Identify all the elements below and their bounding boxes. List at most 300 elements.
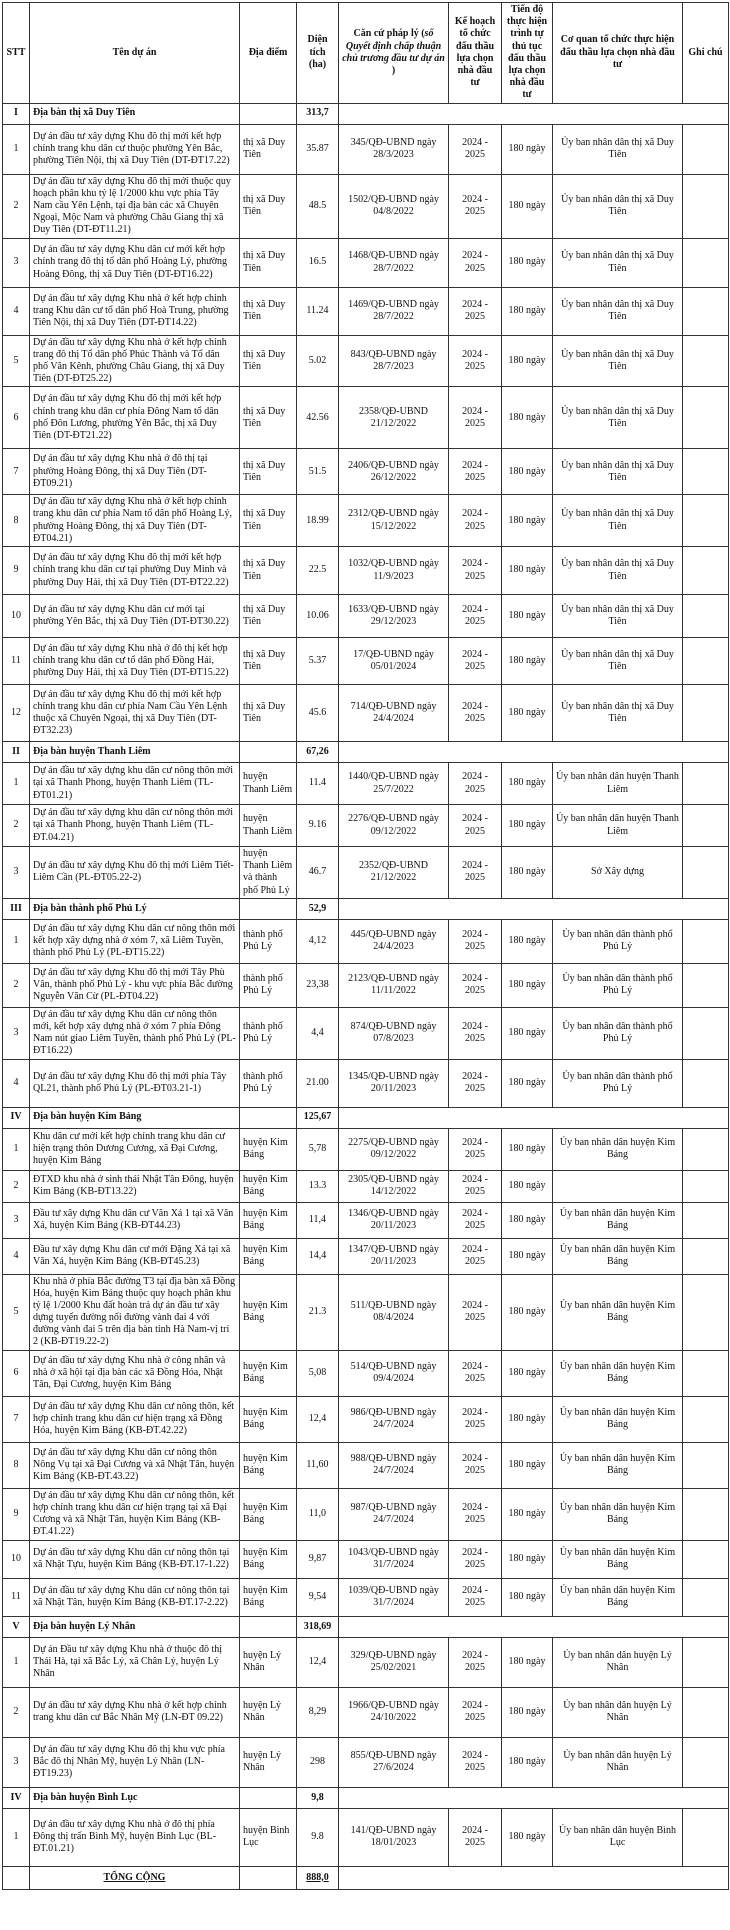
row-project-name: Dự án Đầu tư xây dựng Khu nhà ở thuộc đô thị Thái Hà, tại xã Bắc Lý, xã Chân Lý, huyện Lý Nhân — [30, 1637, 240, 1687]
row-stt: 10 — [3, 1540, 30, 1578]
row-note — [683, 1128, 729, 1170]
row-legal-basis: 843/QĐ-UBND ngày 28/7/2023 — [339, 335, 449, 387]
row-location: thị xã Duy Tiên — [240, 335, 297, 387]
row-legal-basis: 2406/QĐ-UBND ngày 26/12/2022 — [339, 449, 449, 495]
row-progress: 180 ngày — [502, 174, 553, 238]
row-agency: Ủy ban nhân dân thị xã Duy Tiên — [553, 335, 683, 387]
row-progress: 180 ngày — [502, 1578, 553, 1616]
row-area: 18.99 — [297, 495, 339, 547]
row-stt: 11 — [3, 638, 30, 685]
row-note — [683, 1238, 729, 1274]
row-area: 9,54 — [297, 1578, 339, 1616]
row-note — [683, 1687, 729, 1737]
row-plan: 2024 - 2025 — [449, 1442, 502, 1488]
row-note — [683, 238, 729, 287]
row-project-name: Dự án đầu tư xây dựng Khu nhà ở kết hợp chỉnh trang khu dân cư Bắc Nhân Mỹ (LN-ĐT 09.22) — [30, 1687, 240, 1737]
row-agency: Ủy ban nhân dân huyện Lý Nhân — [553, 1637, 683, 1687]
row-location: huyện Lý Nhân — [240, 1737, 297, 1787]
row-area: 21.3 — [297, 1274, 339, 1350]
row-note — [683, 963, 729, 1007]
row-area: 8,29 — [297, 1687, 339, 1737]
row-stt: 1 — [3, 919, 30, 963]
row-area: 16.5 — [297, 238, 339, 287]
row-project-name: Khu dân cư mới kết hợp chỉnh trang khu dân cư hiện trạng thôn Dương Cương, xã Đại Cương, huyện Kim Bảng — [30, 1128, 240, 1170]
row-project-name: Dự án đầu tư xây dựng Khu nhà ở kết hợp chỉnh trang khu dân cư phía Nam tổ dân phố Hoàng Lý, phường Hoàng Đông, thị xã Duy Tiên (DT-ĐT04.21) — [30, 495, 240, 547]
row-legal-basis: 1966/QĐ-UBND ngày 24/10/2022 — [339, 1687, 449, 1737]
section-empty-cell — [240, 103, 297, 124]
row-plan: 2024 - 2025 — [449, 449, 502, 495]
row-location: thành phố Phủ Lý — [240, 919, 297, 963]
row-progress: 180 ngày — [502, 387, 553, 449]
row-location: huyện Kim Bảng — [240, 1202, 297, 1238]
row-note — [683, 547, 729, 595]
row-agency: Sở Xây dựng — [553, 847, 683, 899]
row-area: 45.6 — [297, 685, 339, 742]
row-area: 11.24 — [297, 287, 339, 335]
row-plan: 2024 - 2025 — [449, 238, 502, 287]
row-plan: 2024 - 2025 — [449, 1808, 502, 1866]
row-note — [683, 1737, 729, 1787]
row-legal-basis: 141/QĐ-UBND ngày 18/01/2023 — [339, 1808, 449, 1866]
row-legal-basis: 1043/QĐ-UBND ngày 31/7/2024 — [339, 1540, 449, 1578]
row-stt: 1 — [3, 124, 30, 174]
section-number: V — [3, 1616, 30, 1637]
row-stt: 10 — [3, 595, 30, 638]
row-project-name: Dự án đầu tư xây dựng Khu nhà ở đô thị phía Đông thị trấn Bình Mỹ, huyện Bình Lục (BL-ĐT.01.21) — [30, 1808, 240, 1866]
row-progress: 180 ngày — [502, 1238, 553, 1274]
row-agency: Ủy ban nhân dân huyện Lý Nhân — [553, 1687, 683, 1737]
row-plan: 2024 - 2025 — [449, 685, 502, 742]
row-stt: 2 — [3, 174, 30, 238]
section-row — [3, 1616, 729, 1637]
row-area: 10.06 — [297, 595, 339, 638]
row-project-name: Dự án đầu tư xây dựng Khu nhà ở kết hợp chỉnh trang đô thị Tổ dân phố Phúc Thành và Tổ dân phố Văn Kênh, phường Châu Giang, thị xã Duy Tiên (DT-ĐT25.22) — [30, 335, 240, 387]
row-legal-basis: 1440/QĐ-UBND ngày 25/7/2022 — [339, 763, 449, 805]
table-row — [3, 1350, 729, 1396]
table-row — [3, 1687, 729, 1737]
row-stt: 8 — [3, 1442, 30, 1488]
row-note — [683, 124, 729, 174]
row-area: 298 — [297, 1737, 339, 1787]
row-stt: 2 — [3, 805, 30, 847]
row-stt: 6 — [3, 387, 30, 449]
row-stt: 3 — [3, 1202, 30, 1238]
row-stt: 4 — [3, 1059, 30, 1107]
section-empty-cell — [339, 898, 729, 919]
row-note — [683, 1578, 729, 1616]
row-project-name: ĐTXD khu nhà ở sinh thái Nhật Tân Đông, huyện Kim Bảng (KB-ĐT13.22) — [30, 1170, 240, 1202]
section-empty-cell — [339, 1787, 729, 1808]
row-note — [683, 335, 729, 387]
row-legal-basis: 1469/QĐ-UBND ngày 28/7/2022 — [339, 287, 449, 335]
row-area: 9.16 — [297, 805, 339, 847]
row-legal-basis: 1345/QĐ-UBND ngày 20/11/2023 — [339, 1059, 449, 1107]
row-agency: Ủy ban nhân dân thành phố Phủ Lý — [553, 1059, 683, 1107]
row-area: 48.5 — [297, 174, 339, 238]
header-note: Ghi chú — [683, 3, 729, 104]
row-note — [683, 595, 729, 638]
row-note — [683, 1540, 729, 1578]
row-project-name: Dự án đầu tư xây dựng Khu nhà ở đô thị kết hợp chỉnh trang khu dân cư tổ dân phố Đồng Hải, phường Duy Hải, thị xã Duy Tiên (DT-ĐT15.22) — [30, 638, 240, 685]
section-title: Địa bàn huyện Thanh Liêm — [30, 742, 240, 763]
section-area: 125,67 — [297, 1107, 339, 1128]
row-agency: Ủy ban nhân dân huyện Kim Bảng — [553, 1202, 683, 1238]
section-area: 52,9 — [297, 898, 339, 919]
row-plan: 2024 - 2025 — [449, 847, 502, 899]
row-location: huyện Kim Bảng — [240, 1396, 297, 1442]
row-location: huyện Kim Bảng — [240, 1128, 297, 1170]
row-legal-basis: 2123/QĐ-UBND ngày 11/11/2022 — [339, 963, 449, 1007]
row-legal-basis: 2276/QĐ-UBND ngày 09/12/2022 — [339, 805, 449, 847]
row-note — [683, 1442, 729, 1488]
row-note — [683, 1396, 729, 1442]
row-agency: Ủy ban nhân dân huyện Kim Bảng — [553, 1350, 683, 1396]
row-agency: Ủy ban nhân dân thị xã Duy Tiên — [553, 638, 683, 685]
table-row — [3, 1202, 729, 1238]
header-progress: Tiến độ thực hiện trình tự thủ tục đấu thầu lựa chọn nhà đầu tư — [502, 3, 553, 104]
total-empty-cell — [339, 1866, 729, 1889]
row-project-name: Dự án đầu tư xây dựng Khu dân cư nông thôn mới kết hợp xây dựng nhà ở xóm 7, xã Liêm Tuyền, thành phố Phủ Lý (PL-ĐT15.22) — [30, 919, 240, 963]
row-progress: 180 ngày — [502, 1274, 553, 1350]
section-empty-cell — [339, 103, 729, 124]
table-row — [3, 638, 729, 685]
row-agency: Ủy ban nhân dân huyện Kim Bảng — [553, 1238, 683, 1274]
table-row — [3, 1170, 729, 1202]
row-agency: Ủy ban nhân dân huyện Lý Nhân — [553, 1737, 683, 1787]
row-note — [683, 495, 729, 547]
row-plan: 2024 - 2025 — [449, 1687, 502, 1737]
header-project-name: Tên dự án — [30, 3, 240, 104]
row-project-name: Khu nhà ở phía Bắc đường T3 tại địa bàn xã Đồng Hóa, huyện Kim Bảng thuộc quy hoạch phân khu tỷ lệ 1/2000 Khu đất hoàn trả dự án đầu tư xây dựng tuyến đường nối đường vành đai 4 với đường vành đai 5 trên địa bàn tỉnh Hà Nam-vị trí 2 (KB-ĐT19.22-2) — [30, 1274, 240, 1350]
section-number: III — [3, 898, 30, 919]
table-row — [3, 449, 729, 495]
row-agency: Ủy ban nhân dân thành phố Phủ Lý — [553, 1007, 683, 1059]
row-location: huyện Kim Bảng — [240, 1540, 297, 1578]
row-project-name: Dự án đầu tư xây dựng Khu đô thị mới kết hợp chỉnh trang khu dân cư tại phường Duy Minh và phường Duy Hải, thị xã Duy Tiên (DT-ĐT22.22) — [30, 547, 240, 595]
table-row — [3, 1396, 729, 1442]
row-plan: 2024 - 2025 — [449, 1396, 502, 1442]
row-legal-basis: 988/QĐ-UBND ngày 24/7/2024 — [339, 1442, 449, 1488]
row-project-name: Dự án đầu tư xây dựng Khu dân cư nông thôn mới, kết hợp xây dựng nhà ở xóm 7 phía Đông Nam nút giao Liêm Tuyền, thành phố Phủ Lý (PL-ĐT16.22) — [30, 1007, 240, 1059]
row-agency: Ủy ban nhân dân huyện Thanh Liêm — [553, 805, 683, 847]
total-row — [3, 1866, 729, 1889]
table-row — [3, 495, 729, 547]
row-area: 9.8 — [297, 1808, 339, 1866]
row-progress: 180 ngày — [502, 847, 553, 899]
row-progress: 180 ngày — [502, 1396, 553, 1442]
row-plan: 2024 - 2025 — [449, 1578, 502, 1616]
row-location: thị xã Duy Tiên — [240, 595, 297, 638]
row-legal-basis: 986/QĐ-UBND ngày 24/7/2024 — [339, 1396, 449, 1442]
section-empty-cell — [240, 1787, 297, 1808]
table-row — [3, 1737, 729, 1787]
row-location: thành phố Phủ Lý — [240, 963, 297, 1007]
row-area: 11.4 — [297, 763, 339, 805]
section-empty-cell — [339, 1107, 729, 1128]
row-legal-basis: 855/QĐ-UBND ngày 27/6/2024 — [339, 1737, 449, 1787]
row-progress: 180 ngày — [502, 1808, 553, 1866]
row-note — [683, 763, 729, 805]
row-stt: 6 — [3, 1350, 30, 1396]
row-note — [683, 387, 729, 449]
header-stt: STT — [3, 3, 30, 104]
row-stt: 3 — [3, 1007, 30, 1059]
row-legal-basis: 1347/QĐ-UBND ngày 20/11/2023 — [339, 1238, 449, 1274]
row-plan: 2024 - 2025 — [449, 763, 502, 805]
table-row — [3, 387, 729, 449]
row-location: thị xã Duy Tiên — [240, 238, 297, 287]
row-location: huyện Lý Nhân — [240, 1637, 297, 1687]
row-stt: 7 — [3, 1396, 30, 1442]
row-plan: 2024 - 2025 — [449, 1488, 502, 1540]
row-progress: 180 ngày — [502, 595, 553, 638]
table-row — [3, 174, 729, 238]
section-empty-cell — [240, 898, 297, 919]
row-legal-basis: 2358/QĐ-UBND 21/12/2022 — [339, 387, 449, 449]
row-plan: 2024 - 2025 — [449, 1238, 502, 1274]
table-row — [3, 1238, 729, 1274]
row-stt: 4 — [3, 1238, 30, 1274]
row-progress: 180 ngày — [502, 638, 553, 685]
section-empty-cell — [339, 1616, 729, 1637]
row-progress: 180 ngày — [502, 805, 553, 847]
row-plan: 2024 - 2025 — [449, 495, 502, 547]
row-stt: 8 — [3, 495, 30, 547]
row-stt: 1 — [3, 763, 30, 805]
row-project-name: Dự án đầu tư xây dựng Khu dân cư nông thôn, kết hợp chỉnh trang khu dân cư hiện trạng tại xã Đại Cương và xã Nhật Tân, huyện Kim Bảng (KB-ĐT.41.22) — [30, 1488, 240, 1540]
row-note — [683, 805, 729, 847]
row-project-name: Dự án đầu tư xây dựng Khu đô thị mới kết hợp chỉnh trang khu dân cư thuộc phường Yên Bắc, phường Tiên Nội, thị xã Duy Tiên (DT-ĐT17.22) — [30, 124, 240, 174]
row-project-name: Dự án đầu tư xây dựng Khu nhà ở công nhân và nhà ở xã hội tại địa bàn các xã Đồng Hóa, Nhật Tân, Đại Cương, huyện Kim Bảng — [30, 1350, 240, 1396]
row-note — [683, 1488, 729, 1540]
row-agency: Ủy ban nhân dân thị xã Duy Tiên — [553, 547, 683, 595]
row-location: thị xã Duy Tiên — [240, 387, 297, 449]
row-project-name: Dự án đầu tư xây dựng Khu dân cư mới kết hợp chỉnh trang đô thị tổ dân phố Hoàng Lý, phường Hoàng Đông, thị xã Duy Tiên (DT-ĐT16.22) — [30, 238, 240, 287]
row-progress: 180 ngày — [502, 547, 553, 595]
row-note — [683, 1350, 729, 1396]
row-legal-basis: 874/QĐ-UBND ngày 07/8/2023 — [339, 1007, 449, 1059]
section-title: Địa bàn huyện Bình Lục — [30, 1787, 240, 1808]
row-progress: 180 ngày — [502, 1687, 553, 1737]
row-note — [683, 847, 729, 899]
row-location: thị xã Duy Tiên — [240, 124, 297, 174]
row-area: 13.3 — [297, 1170, 339, 1202]
table-row — [3, 238, 729, 287]
row-agency: Ủy ban nhân dân huyện Kim Bảng — [553, 1396, 683, 1442]
row-plan: 2024 - 2025 — [449, 1170, 502, 1202]
row-agency: Ủy ban nhân dân huyện Kim Bảng — [553, 1540, 683, 1578]
table-row — [3, 1637, 729, 1687]
row-area: 23,38 — [297, 963, 339, 1007]
row-agency: Ủy ban nhân dân thị xã Duy Tiên — [553, 495, 683, 547]
row-progress: 180 ngày — [502, 287, 553, 335]
row-location: thị xã Duy Tiên — [240, 449, 297, 495]
row-project-name: Dự án đầu tư xây dựng Khu đô thị mới kết hợp chỉnh trang khu dân cư phía Đông Nam tổ dân phố Đôn Lương, phường Yên Bắc, thị xã Duy Tiên (DT-ĐT21.22) — [30, 387, 240, 449]
row-legal-basis: 1502/QĐ-UBND ngày 04/8/2022 — [339, 174, 449, 238]
row-location: thị xã Duy Tiên — [240, 685, 297, 742]
row-note — [683, 1059, 729, 1107]
row-project-name: Dự án đầu tư xây dựng Khu đô thị mới thuộc quy hoạch phân khu tỷ lệ 1/2000 khu vực phía Tây Nam cầu Yên Lệnh, tại địa bàn các xã Chuyên Ngoại, Mộc Nam và phường Châu Giang thị xã Duy Tiên (DT-ĐT11.21) — [30, 174, 240, 238]
row-progress: 180 ngày — [502, 1170, 553, 1202]
row-plan: 2024 - 2025 — [449, 638, 502, 685]
row-area: 42.56 — [297, 387, 339, 449]
row-note — [683, 174, 729, 238]
row-project-name: Dự án đầu tư xây dựng Khu dân cư nông thôn tại xã Nhật Tân, huyện Kim Bảng (KB-ĐT.17-2.22) — [30, 1578, 240, 1616]
investment-projects-table — [2, 2, 729, 1890]
row-progress: 180 ngày — [502, 763, 553, 805]
row-area: 21.00 — [297, 1059, 339, 1107]
row-location: huyện Kim Bảng — [240, 1350, 297, 1396]
section-area: 313,7 — [297, 103, 339, 124]
header-legal-suffix: ) — [391, 64, 396, 76]
section-empty-cell — [240, 1616, 297, 1637]
row-plan: 2024 - 2025 — [449, 287, 502, 335]
section-row — [3, 103, 729, 124]
row-plan: 2024 - 2025 — [449, 124, 502, 174]
header-legal-basis — [339, 3, 449, 104]
row-location: huyện Kim Bảng — [240, 1442, 297, 1488]
row-agency: Ủy ban nhân dân thị xã Duy Tiên — [553, 124, 683, 174]
row-stt: 5 — [3, 1274, 30, 1350]
row-project-name: Dự án đầu tư xây dựng Khu đô thị mới kết hợp chỉnh trang khu dân cư phía Nam Cầu Yên Lệnh thuộc xã Chuyên Ngoại, thị xã Duy Tiên (DT- ĐT32.23) — [30, 685, 240, 742]
row-plan: 2024 - 2025 — [449, 1737, 502, 1787]
header-plan: Kế hoạch tổ chức đấu thầu lựa chọn nhà đầu tư — [449, 3, 502, 104]
row-project-name: Dự án đầu tư xây dựng Khu nhà ở kết hợp chỉnh trang Khu dân cư tổ dân phố Hoà Trung, phường Tiên Nội, thị xã Duy Tiên (DT-ĐT14.22) — [30, 287, 240, 335]
row-progress: 180 ngày — [502, 495, 553, 547]
row-agency — [553, 1170, 683, 1202]
table-row — [3, 335, 729, 387]
row-progress: 180 ngày — [502, 1350, 553, 1396]
row-legal-basis: 345/QĐ-UBND ngày 28/3/2023 — [339, 124, 449, 174]
row-area: 11,4 — [297, 1202, 339, 1238]
total-label: TỔNG CỘNG — [30, 1866, 240, 1889]
row-project-name: Dự án đầu tư xây dựng khu dân cư nông thôn mới tại xã Thanh Phong, huyện Thanh Liêm (TL-ĐT.04.21) — [30, 805, 240, 847]
row-legal-basis: 511/QĐ-UBND ngày 08/4/2024 — [339, 1274, 449, 1350]
row-progress: 180 ngày — [502, 919, 553, 963]
row-location: thị xã Duy Tiên — [240, 287, 297, 335]
row-agency: Ủy ban nhân dân huyện Kim Bảng — [553, 1442, 683, 1488]
row-stt: 2 — [3, 1687, 30, 1737]
table-row — [3, 1274, 729, 1350]
row-project-name: Dự án đầu tư xây dựng Khu đô thị mới Tây Phù Vân, thành phố Phủ Lý - khu vực phía Bắc đường Nguyễn Văn Cừ (PL-ĐT04.22) — [30, 963, 240, 1007]
table-row — [3, 1540, 729, 1578]
section-title: Địa bàn huyện Lý Nhân — [30, 1616, 240, 1637]
row-legal-basis: 1633/QĐ-UBND ngày 29/12/2023 — [339, 595, 449, 638]
row-location: huyện Kim Bảng — [240, 1238, 297, 1274]
row-agency: Ủy ban nhân dân huyện Bình Lục — [553, 1808, 683, 1866]
table-row — [3, 287, 729, 335]
row-agency: Ủy ban nhân dân huyện Kim Bảng — [553, 1578, 683, 1616]
section-row — [3, 742, 729, 763]
row-area: 35.87 — [297, 124, 339, 174]
section-row — [3, 898, 729, 919]
row-plan: 2024 - 2025 — [449, 1637, 502, 1687]
table-row — [3, 1059, 729, 1107]
row-agency: Ủy ban nhân dân huyện Kim Bảng — [553, 1274, 683, 1350]
row-location: huyện Kim Bảng — [240, 1578, 297, 1616]
row-plan: 2024 - 2025 — [449, 919, 502, 963]
table-body — [3, 103, 729, 1889]
row-stt: 3 — [3, 847, 30, 899]
row-plan: 2024 - 2025 — [449, 1540, 502, 1578]
section-number: IV — [3, 1107, 30, 1128]
row-agency: Ủy ban nhân dân thị xã Duy Tiên — [553, 287, 683, 335]
row-location: huyện Thanh Liêm — [240, 805, 297, 847]
row-agency: Ủy ban nhân dân thị xã Duy Tiên — [553, 595, 683, 638]
row-stt: 1 — [3, 1808, 30, 1866]
section-area: 67,26 — [297, 742, 339, 763]
row-legal-basis: 1468/QĐ-UBND ngày 28/7/2022 — [339, 238, 449, 287]
row-progress: 180 ngày — [502, 1442, 553, 1488]
row-progress: 180 ngày — [502, 449, 553, 495]
section-row — [3, 1787, 729, 1808]
row-stt: 4 — [3, 287, 30, 335]
section-title: Địa bàn thành phố Phủ Lý — [30, 898, 240, 919]
table-row — [3, 805, 729, 847]
row-area: 46.7 — [297, 847, 339, 899]
row-project-name: Dự án đầu tư xây dựng Khu nhà ở đô thị tại phường Hoàng Đông, thị xã Duy Tiên (DT-ĐT09.21) — [30, 449, 240, 495]
row-stt: 11 — [3, 1578, 30, 1616]
row-progress: 180 ngày — [502, 1007, 553, 1059]
row-agency: Ủy ban nhân dân huyện Kim Bảng — [553, 1488, 683, 1540]
row-legal-basis: 2305/QĐ-UBND ngày 14/12/2022 — [339, 1170, 449, 1202]
row-note — [683, 1202, 729, 1238]
row-stt: 1 — [3, 1637, 30, 1687]
section-title: Địa bàn huyện Kim Bảng — [30, 1107, 240, 1128]
row-project-name: Dự án đầu tư xây dựng Khu dân cư nông thôn tại xã Nhật Tựu, huyện Kim Bảng (KB-ĐT.17-1.22) — [30, 1540, 240, 1578]
section-area: 9,8 — [297, 1787, 339, 1808]
row-area: 11,60 — [297, 1442, 339, 1488]
row-stt: 1 — [3, 1128, 30, 1170]
row-area: 4,4 — [297, 1007, 339, 1059]
row-area: 12,4 — [297, 1637, 339, 1687]
row-agency: Ủy ban nhân dân thị xã Duy Tiên — [553, 449, 683, 495]
row-location: thành phố Phủ Lý — [240, 1007, 297, 1059]
row-progress: 180 ngày — [502, 124, 553, 174]
row-progress: 180 ngày — [502, 1128, 553, 1170]
row-plan: 2024 - 2025 — [449, 963, 502, 1007]
row-progress: 180 ngày — [502, 963, 553, 1007]
row-agency: Ủy ban nhân dân thị xã Duy Tiên — [553, 238, 683, 287]
row-stt: 7 — [3, 449, 30, 495]
table-row — [3, 919, 729, 963]
row-stt: 3 — [3, 238, 30, 287]
row-agency: Ủy ban nhân dân thị xã Duy Tiên — [553, 387, 683, 449]
header-area: Diện tích (ha) — [297, 3, 339, 104]
row-agency: Ủy ban nhân dân thành phố Phủ Lý — [553, 963, 683, 1007]
row-progress: 180 ngày — [502, 238, 553, 287]
section-empty-cell — [240, 742, 297, 763]
row-legal-basis: 2352/QĐ-UBND 21/12/2022 — [339, 847, 449, 899]
table-row — [3, 1007, 729, 1059]
row-agency: Ủy ban nhân dân huyện Kim Bảng — [553, 1128, 683, 1170]
row-agency: Ủy ban nhân dân thị xã Duy Tiên — [553, 174, 683, 238]
row-plan: 2024 - 2025 — [449, 174, 502, 238]
row-location: thị xã Duy Tiên — [240, 174, 297, 238]
row-stt: 2 — [3, 963, 30, 1007]
row-project-name: Dự án đầu tư xây dựng Khu dân cư nông thôn, kết hợp chỉnh trang khu dân cư hiện trạng xã Đồng Hóa, huyện Kim Bảng (KB-ĐT.42.22) — [30, 1396, 240, 1442]
row-plan: 2024 - 2025 — [449, 1274, 502, 1350]
header-location: Địa điểm — [240, 3, 297, 104]
row-note — [683, 287, 729, 335]
row-note — [683, 1274, 729, 1350]
section-title: Địa bàn thị xã Duy Tiên — [30, 103, 240, 124]
row-location: huyện Kim Bảng — [240, 1170, 297, 1202]
row-agency: Ủy ban nhân dân thị xã Duy Tiên — [553, 685, 683, 742]
row-plan: 2024 - 2025 — [449, 1007, 502, 1059]
table-row — [3, 847, 729, 899]
row-note — [683, 919, 729, 963]
